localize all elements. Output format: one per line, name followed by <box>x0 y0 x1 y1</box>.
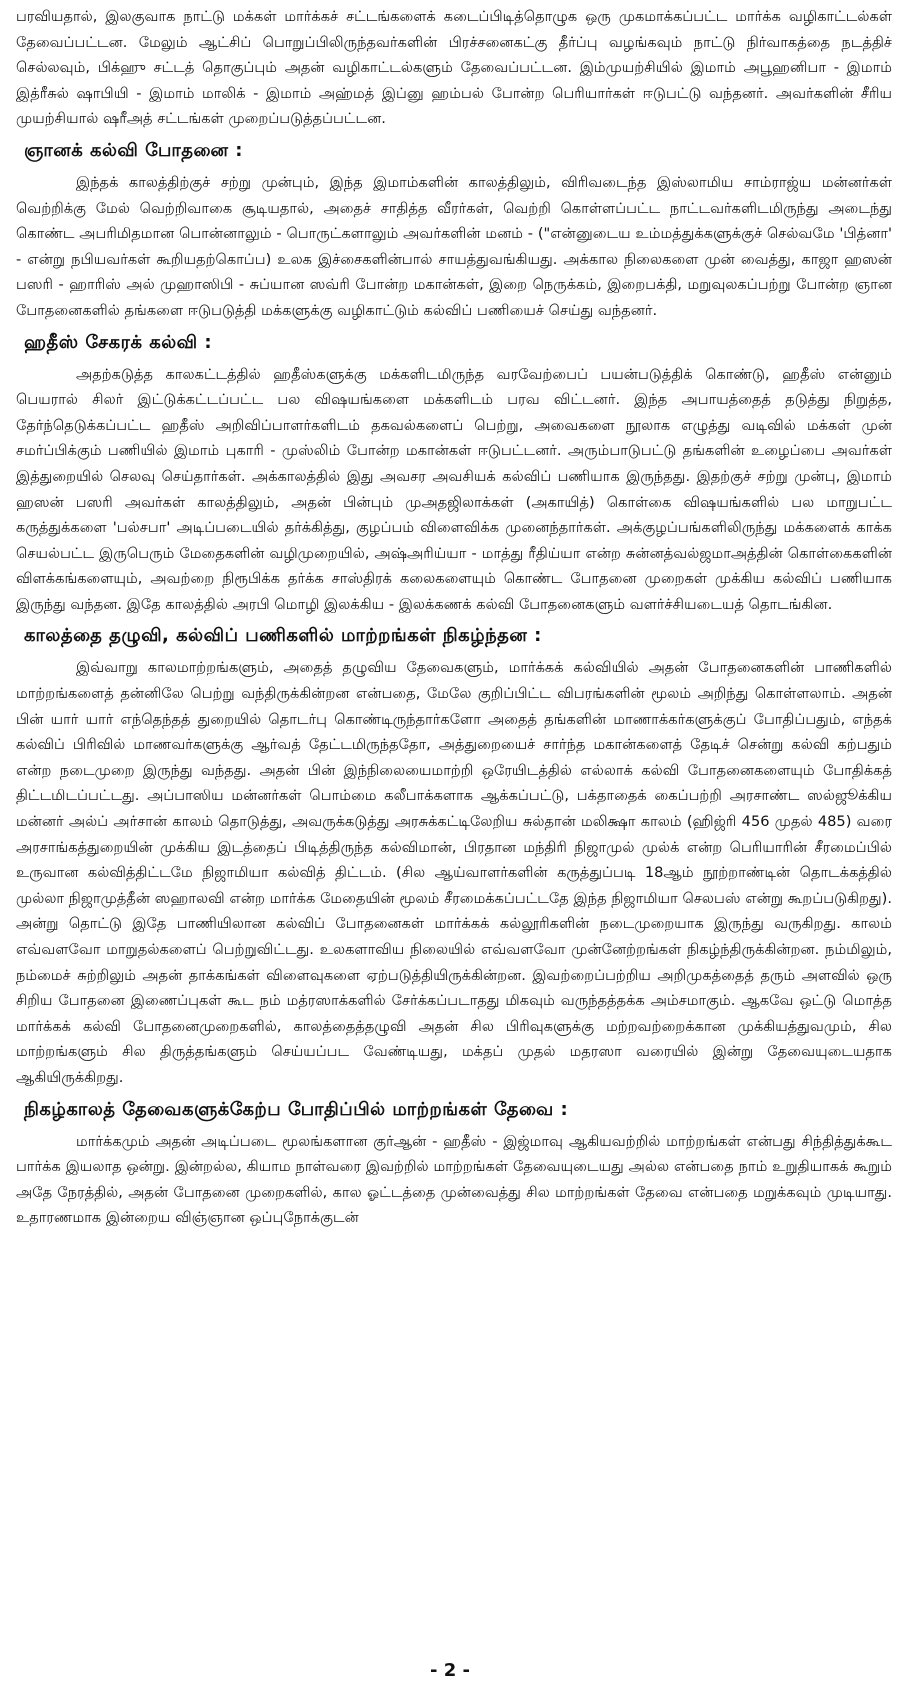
section-heading: ஞானக் கல்வி போதனை : <box>24 139 243 161</box>
page-number: - 2 - <box>430 1660 470 1681</box>
paragraph-intro: பரவியதால், இலகுவாக நாட்டு மக்கள் மார்க்கச் சட்டங்களைக் கடைப்பிடித்தொழுக ஒரு முகமாக்கப்பட்ட மார்க்க வழிகாட்டல்கள் தேவைப்பட்டன. மேலும் ஆட்சிப் பொறுப்பிலிருந்தவர்களின் பிரச்சனைகட்கு தீர்ப்பு வழங்கவும் நாட்டு நிர்வாகத்தை நடத்திச் செல்லவும், பிக்ஹு சட்டத் தொகுப்பும் அதன் வழிகாட்டல்களும் தேவைப்பட்டன. இம்முயற்சியில் இமாம் அபூஹனிபா - இமாம் இத்ரீசுல் ஷாபியி - இமாம் மாலிக் - இமாம் அஹ்மத் இப்னு ஹம்பல் போன்ற பெரியார்கள் ஈடுபட்டு வந்தனர். அவர்களின் சீரிய முயற்சியால் ஷரீஅத் சட்டங்கள் முறைப்படுத்தப்பட்டன. <box>16 8 892 128</box>
section-heading: காலத்தை தழுவி, கல்விப் பணிகளில் மாற்றங்கள் நிகழ்ந்தன : <box>24 625 542 647</box>
paragraph: மார்க்கமும் அதன் அடிப்படை மூலங்களான குர்ஆன் - ஹதீஸ் - இஜ்மாவு ஆகியவற்றில் மாற்றங்கள் என்பது சிந்தித்துக்கூட பார்க்க இயலாத ஒன்று. இன்றல்ல, கியாம நாள்வரை இவற்றில் மாற்றங்கள் தேவையுடையது அல்ல என்பதை நாம் உறுதியாகக் கூறும் அதே நேரத்தில், அதன் போதனை முறைகளில், கால ஓட்டத்தை முன்வைத்து சில மாற்றங்கள் தேவை என்பதை மறுக்கவும் முடியாது. உதாரணமாக இன்றைய விஞ்ஞான ஒப்புநோக்குடன் <box>16 1132 892 1227</box>
section-spiritual-education <box>16 138 892 324</box>
section-hadith-collection <box>16 330 892 618</box>
paragraph: இந்தக் காலத்திற்குச் சற்று முன்பும், இந்த இமாம்களின் காலத்திலும், விரிவடைந்த இஸ்லாமிய சாம்ராஜ்ய மன்னர்கள் வெற்றிக்கு மேல் வெற்றிவாகை சூடியதால், அதைச் சாதித்த வீரர்கள், வெற்றி கொள்ளப்பட்ட நாட்டவர்களிடமிருந்து அடைந்து கொண்ட அபரிமிதமான பொன்னாலும் - பொருட்களாலும் அவர்களின் மனம் - ("என்னுடைய உம்மத்துக்களுக்குச் செல்வமே 'பித்னா' - என்று நபியவர்கள் கூறியதற்கொப்ப) உலக இச்சைகளின்பால் சாயத்துவங்கியது. அக்கால நிலைகளை முன் வைத்து, காஜா ஹஸன் பஸரி - ஹாரிஸ் அல் முஹாஸிபி - சுப்யான ஸவ்ரி போன்ற மகான்கள், இறை நெருக்கம், இறைபக்தி, மறுவுலகப்பற்று போன்ற ஞான போதனைகளில் தங்களை ஈடுபடுத்தி மக்களுக்கு வழிகாட்டும் கல்விப் பணியைச் செய்து வந்தனர். <box>16 173 892 319</box>
section-present-needs <box>16 1097 892 1231</box>
section-heading: ஹதீஸ் சேகரக் கல்வி : <box>24 331 213 353</box>
paragraph: இவ்வாறு காலமாற்றங்களும், அதைத் தழுவிய தேவைகளும், மார்க்கக் கல்வியில் அதன் போதனைகளின் பாணிகளில் மாற்றங்களைத் தன்னிலே பெற்று வந்திருக்கின்றன என்பதை, மேலே குறிப்பிட்ட விபரங்களின் மூலம் அறிந்து கொள்ளலாம். அதன் பின் யார் யார் எந்தெந்தத் துறையில் தொடர்பு கொண்டிருந்தார்களோ அதைத் தங்களின் மாணாக்கர்களுக்குப் போதிப்பதும், எந்தக் கல்விப் பிரிவில் மாணவர்களுக்கு ஆர்வத் தேட்டமிருந்ததோ, அத்துறையைச் சார்ந்த மகான்களைத் தேடிச் சென்று கல்வி கற்பதும் என்ற நடைமுறை இருந்து வந்தது. அதன் பின் இந்நிலையைமாற்றி ஒரேயிடத்தில் எல்லாக் கல்வி போதனைகளையும் போதிக்கத் திட்டமிடப்பட்டது. அப்பாஸிய மன்னர்கள் பொம்மை கலீபாக்களாக ஆக்கப்பட்டு, பக்தாதைக் கைப்பற்றி அரசாண்ட ஸல்ஜூக்கிய மன்னர் அல்ப் அர்சான் காலம் தொடுத்து, அவருக்கடுத்து அரசுக்கட்டிலேறிய சுல்தான் மலிக்ஷா காலம் (ஹிஜ்ரி 456 முதல் 485) வரை அரசாங்கத்துறையின் முக்கிய இடத்தைப் பிடித்திருந்த கல்விமான், பிரதான மந்திரி நிஜாமுல் முல்க் என்ற பெரியாரின் சீரமைப்பில் உருவான கல்வித்திட்டமே நிஜாமியா கல்வித் திட்டம். (சில ஆய்வாளர்களின் கருத்துப்படி 18ஆம் நூற்றாண்டின் தொடக்கத்தில் முல்லா நிஜாமுத்தீன் ஸஹாலவி என்ற மார்க்க மேதையின் மூலம் சீரமைக்கப்பட்டதே இந்த நிஜாமியா செலபஸ் என்று கூறப்படுகிறது). அன்று தொட்டு இதே பாணியிலான கல்விப் போதனைகள் மார்க்கக் கல்லூரிகளின் நடைமுறையாக இருந்து வருகிறது. காலம் எவ்வளவோ மாறுதல்களைப் பெற்றுவிட்டது. உலகளாவிய நிலையில் எவ்வளவோ முன்னேற்றங்கள் நிகழ்ந்திருக்கின்றன. நம்மிலும், நம்மைச் சுற்றிலும் அதன் தாக்கங்கள் விளைவுகளை ஏற்படுத்தியிருக்கின்றன. இவற்றைப்பற்றிய அறிமுகத்தைத் தரும் அளவில் ஒரு சிறிய போதனை இணைப்புகள் கூட நம் மத்ரஸாக்களில் சேர்க்கப்படாதது மிகவும் வருந்தத்தக்க அம்சமாகும். ஆகவே ஒட்டு மொத்த மார்க்கக் கல்வி போதனைமுறைகளில், காலத்தைத்தழுவி அதன் சில பிரிவுகளுக்கு மற்றவற்றைக்கான முக்கியத்துவமும், சில மாற்றங்களும் சில திருத்தங்களும் செய்யப்பட வேண்டியது, மக்தப் முதல் மதரஸா வரையில் இன்று தேவையுடையதாக ஆகியிருக்கிறது. <box>16 659 892 1086</box>
paragraph: அதற்கடுத்த காலகட்டத்தில் ஹதீஸ்களுக்கு மக்களிடமிருந்த வரவேற்பைப் பயன்படுத்திக் கொண்டு, ஹதீஸ் என்னும் பெயரால் சிலர் இட்டுக்கட்டப்பட்ட பல விஷயங்களை மக்களிடம் பரவ விட்டனர். இந்த அபாயத்தைத் தடுத்து நிறுத்த, தேர்ந்தெடுக்கப்பட்ட ஹதீஸ் அறிவிப்பாளர்களிடம் தகவல்களைப் பெற்று, அவைகளை நூலாக எழுத்து வடிவில் மக்கள் முன் சமர்ப்பிக்கும் பணியில் இமாம் புகாரி - முஸ்லிம் போன்ற மகான்கள் ஈடுபட்டனர். அரும்பாடுபட்டு தங்களின் உழைப்பை அவர்கள் இத்துறையில் செலவு செய்தார்கள். அக்காலத்தில் இது அவசர அவசியக் கல்விப் பணியாக இருந்தது. இதற்குச் சற்று முன்பு, இமாம் ஹஸன் பஸரி அவர்கள் காலத்திலும், அதன் பின்பும் முஅதஜிலாக்கள் (அகாயித்) கொள்கை விஷயங்களில் பல மாறுபட்ட கருத்துக்களை 'பல்சபா' அடிப்படையில் தர்க்கித்து, குழப்பம் விளைவிக்க முனைந்தார்கள். அக்குழப்பங்களிலிருந்து மக்களைக் காக்க செயல்பட்ட இருபெரும் மேதைகளின் வழிமுறையில், அஷ்அரிய்யா - மாத்து ரீதிய்யா என்ற சுன்னத்வல்ஜமாஅத்தின் கொள்கைகளின் விளக்கங்களையும், அவற்றை நிரூபிக்க தர்க்க சாஸ்திரக் கலைகளையும் கொண்ட போதனை முறைகள் முக்கிய கல்விப் பணியாக இருந்து வந்தன. இதே காலத்தில் அரபி மொழி இலக்கிய - இலக்கணக் கல்வி போதனைகளும் வளர்ச்சியடையத் தொடங்கின. <box>16 365 893 613</box>
section-intro <box>16 4 892 132</box>
section-educational-changes <box>16 623 892 1090</box>
section-heading: நிகழ்காலத் தேவைகளுக்கேற்ப போதிப்பில் மாற்றங்கள் தேவை : <box>24 1098 569 1120</box>
